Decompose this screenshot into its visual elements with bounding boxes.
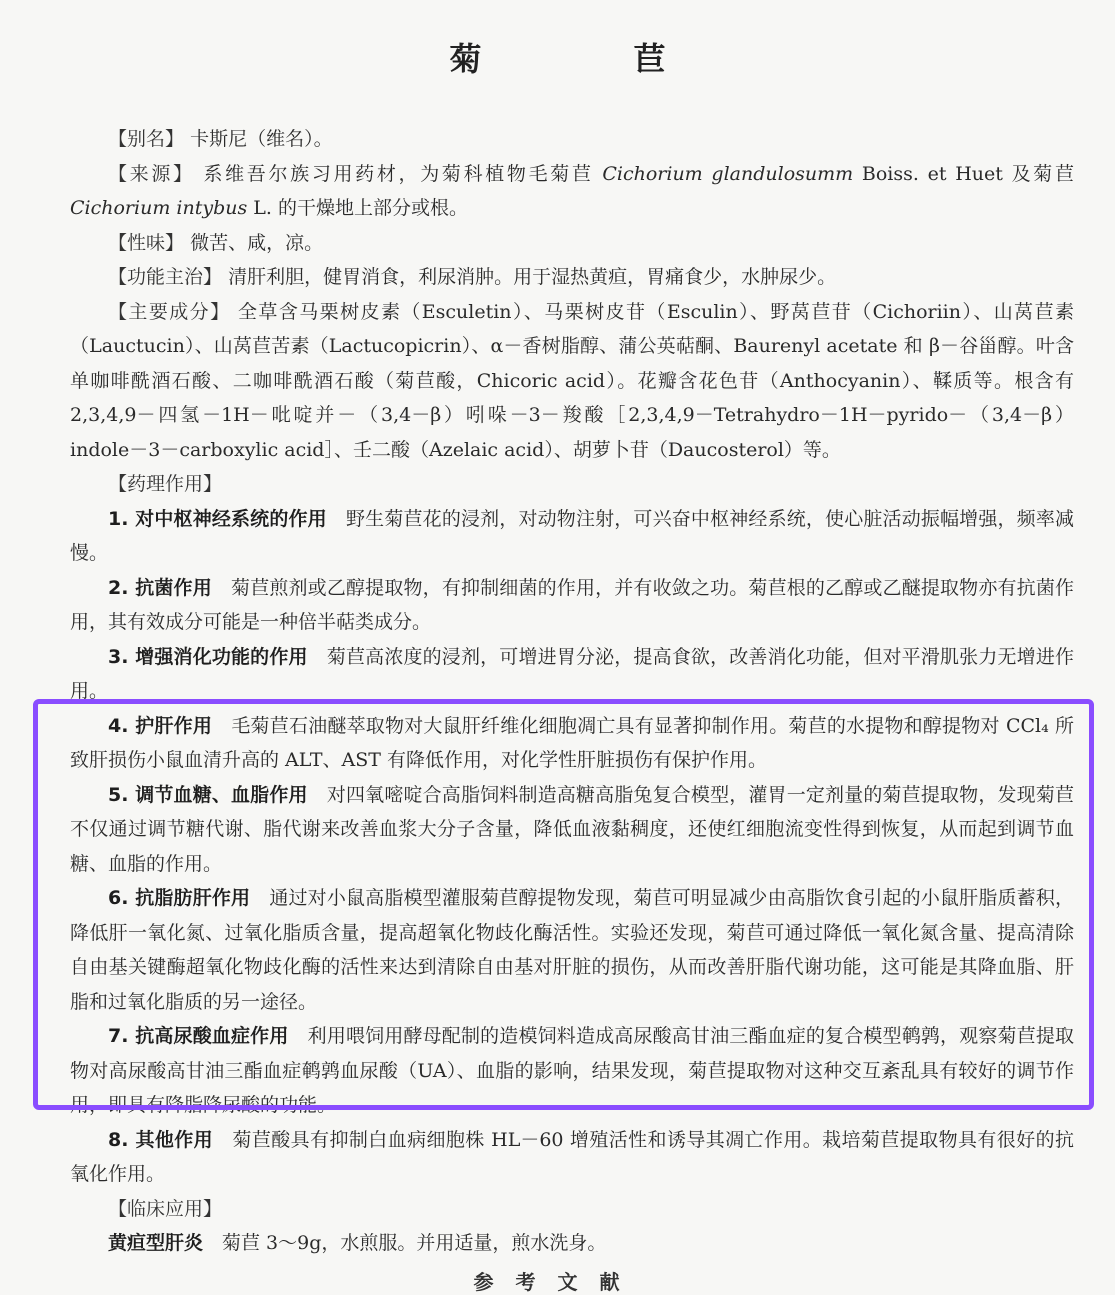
pharmacology-item-head: 4. 护肝作用 [108, 714, 213, 737]
source-paragraph [70, 157, 1074, 226]
pharmacology-item [70, 571, 1074, 640]
pharmacology-item [70, 881, 1074, 1019]
pharmacology-item-head: 6. 抗脂肪肝作用 [108, 887, 251, 909]
source-latin-2: Cichorium intybus [70, 197, 248, 219]
pharmacology-item-text: 通过对小鼠高脂模型灌服菊苣醇提物发现，菊苣可明显减少由高脂饮食引起的小鼠肝脂质蓄积，降低肝一氧化氮、过氧化脂质含量，提高超氧化物歧化酶活性。实验还发现，菊苣可通过降低一氧化氮含量、提高清除自由基关键酶超氧化物歧化酶的活性来达到清除自由基对肝脏的损伤，从而改善肝脂代谢功能，这可能是其降血脂、肝脂和过氧化脂质的另一途径。 [70, 887, 1074, 1013]
function-text: 清肝利胆，健胃消食，利尿消肿。用于湿热黄疸，胃痛食少，水肿尿少。 [228, 266, 837, 288]
clinical-tag: 【临床应用】 [108, 1197, 223, 1220]
function-paragraph [70, 260, 1074, 295]
clinical-paragraph [70, 1226, 1074, 1261]
pharmacology-item-head: 1. 对中枢神经系统的作用 [108, 507, 327, 530]
pharmacology-item-head: 8. 其他作用 [108, 1128, 214, 1151]
pharmacology-item [70, 502, 1074, 571]
clinical-heading [70, 1192, 1074, 1227]
taste-tag: 【性味】 [108, 231, 185, 254]
pharmacology-item-text: 利用喂饲用酵母配制的造模饲料造成高尿酸高甘油三酯血症的复合模型鹌鹑，观察菊苣提取物对高尿酸高甘油三酯血症鹌鹑血尿酸（UA）、血脂的影响，结果发现，菊苣提取物对这种交互紊乱具有较好的调节作用，即具有降脂降尿酸的功能。 [70, 1025, 1074, 1116]
page-title: 菊 苣 [449, 40, 726, 78]
taste-paragraph [70, 226, 1074, 261]
pharmacology-item-text: 对四氧嘧啶合高脂饲料制造高糖高脂兔复合模型，灌胃一定剂量的菊苣提取物，发现菊苣不仅通过调节糖代谢、脂代谢来改善血浆大分子含量，降低血液黏稠度，还使红细胞流变性得到恢复，从而起到调节血糖、血脂的作用。 [70, 783, 1074, 875]
pharmacology-item-text: 野生菊苣花的浸剂，对动物注射，可兴奋中枢神经系统，使心脏活动振幅增强，频率减慢。 [70, 507, 1074, 564]
alias-text: 卡斯尼（维名）。 [190, 128, 333, 150]
pharmacology-item [70, 640, 1074, 709]
components-paragraph [70, 295, 1074, 468]
source-text-1: 系维吾尔族习用药材，为菊科植物毛菊苣 [203, 162, 603, 185]
source-latin-1: Cichorium glandulosumm [602, 162, 854, 185]
source-text-2: Boiss. et Huet 及菊苣 [853, 162, 1074, 185]
pharmacology-item-text: 菊苣高浓度的浸剂，可增进胃分泌，提高食欲，改善消化功能，但对平滑肌张力无增进作用。 [70, 645, 1074, 702]
document-body [70, 122, 1074, 1261]
components-text: 全草含马栗树皮素（Esculetin）、马栗树皮苷（Esculin）、野莴苣苷（Cichoriin）、山莴苣素（Lauctucin）、山莴苣苦素（Lactucopicrin）、α－香树脂醇、蒲公英萜酮、Baurenyl acetate 和 β－谷甾醇。叶含单咖啡酰酒石酸、二咖啡酰酒石酸（菊苣酸，Chicoric acid）。花瓣含花色苷（Anthocyanin）、鞣质等。根含有 2,3,4,9－四氢－1H－吡啶并－（3,4－β）吲哚－3－羧酸［2,3,4,9－Tetrahydro－1H－pyrido－（3,4－β）indole－3－carboxylic acid］、壬二酸（Azelaic acid）、胡萝卜苷（Daucosterol）等。 [70, 300, 1074, 461]
pharmacology-heading [70, 467, 1074, 502]
pharmacology-item [70, 778, 1074, 882]
pharmacology-item [70, 1019, 1074, 1123]
alias-tag: 【别名】 [108, 128, 185, 150]
pharmacology-item-head: 3. 增强消化功能的作用 [108, 645, 308, 668]
function-tag: 【功能主治】 [108, 266, 223, 288]
pharmacology-item [70, 709, 1074, 778]
pharmacology-item-head: 2. 抗菌作用 [108, 576, 212, 599]
pharmacology-tag: 【药理作用】 [108, 473, 223, 495]
taste-text: 微苦、咸，凉。 [190, 231, 324, 254]
pharmacology-item-text: 菊苣煎剂或乙醇提取物，有抑制细菌的作用，并有收敛之功。菊苣根的乙醇或乙醚提取物亦有抗菌作用，其有效成分可能是一种倍半萜类成分。 [70, 576, 1074, 633]
clinical-text: 菊苣 3～9g，水煎服。并用适量，煎水洗身。 [222, 1232, 607, 1254]
pharmacology-item [70, 1123, 1074, 1192]
references-heading: 参考文献 [473, 1270, 642, 1294]
pharmacology-item-head: 5. 调节血糖、血脂作用 [108, 783, 308, 806]
clinical-head: 黄疸型肝炎 [108, 1232, 204, 1254]
pharmacology-item-text: 菊苣酸具有抑制白血病细胞株 HL－60 增殖活性和诱导其凋亡作用。栽培菊苣提取物具有很好的抗氧化作用。 [70, 1128, 1074, 1185]
source-tag: 【来源】 [108, 162, 195, 185]
pharmacology-item-text: 毛菊苣石油醚萃取物对大鼠肝纤维化细胞凋亡具有显著抑制作用。菊苣的水提物和醇提物对 CCl₄ 所致肝损伤小鼠血清升高的 ALT、AST 有降低作用，对化学性肝脏损伤有保护作用。 [70, 714, 1074, 771]
source-text-3: L. 的干燥地上部分或根。 [247, 197, 468, 219]
components-tag: 【主要成分】 [108, 300, 231, 323]
pharmacology-item-head: 7. 抗高尿酸血症作用 [108, 1025, 289, 1047]
alias-paragraph [70, 122, 1074, 157]
